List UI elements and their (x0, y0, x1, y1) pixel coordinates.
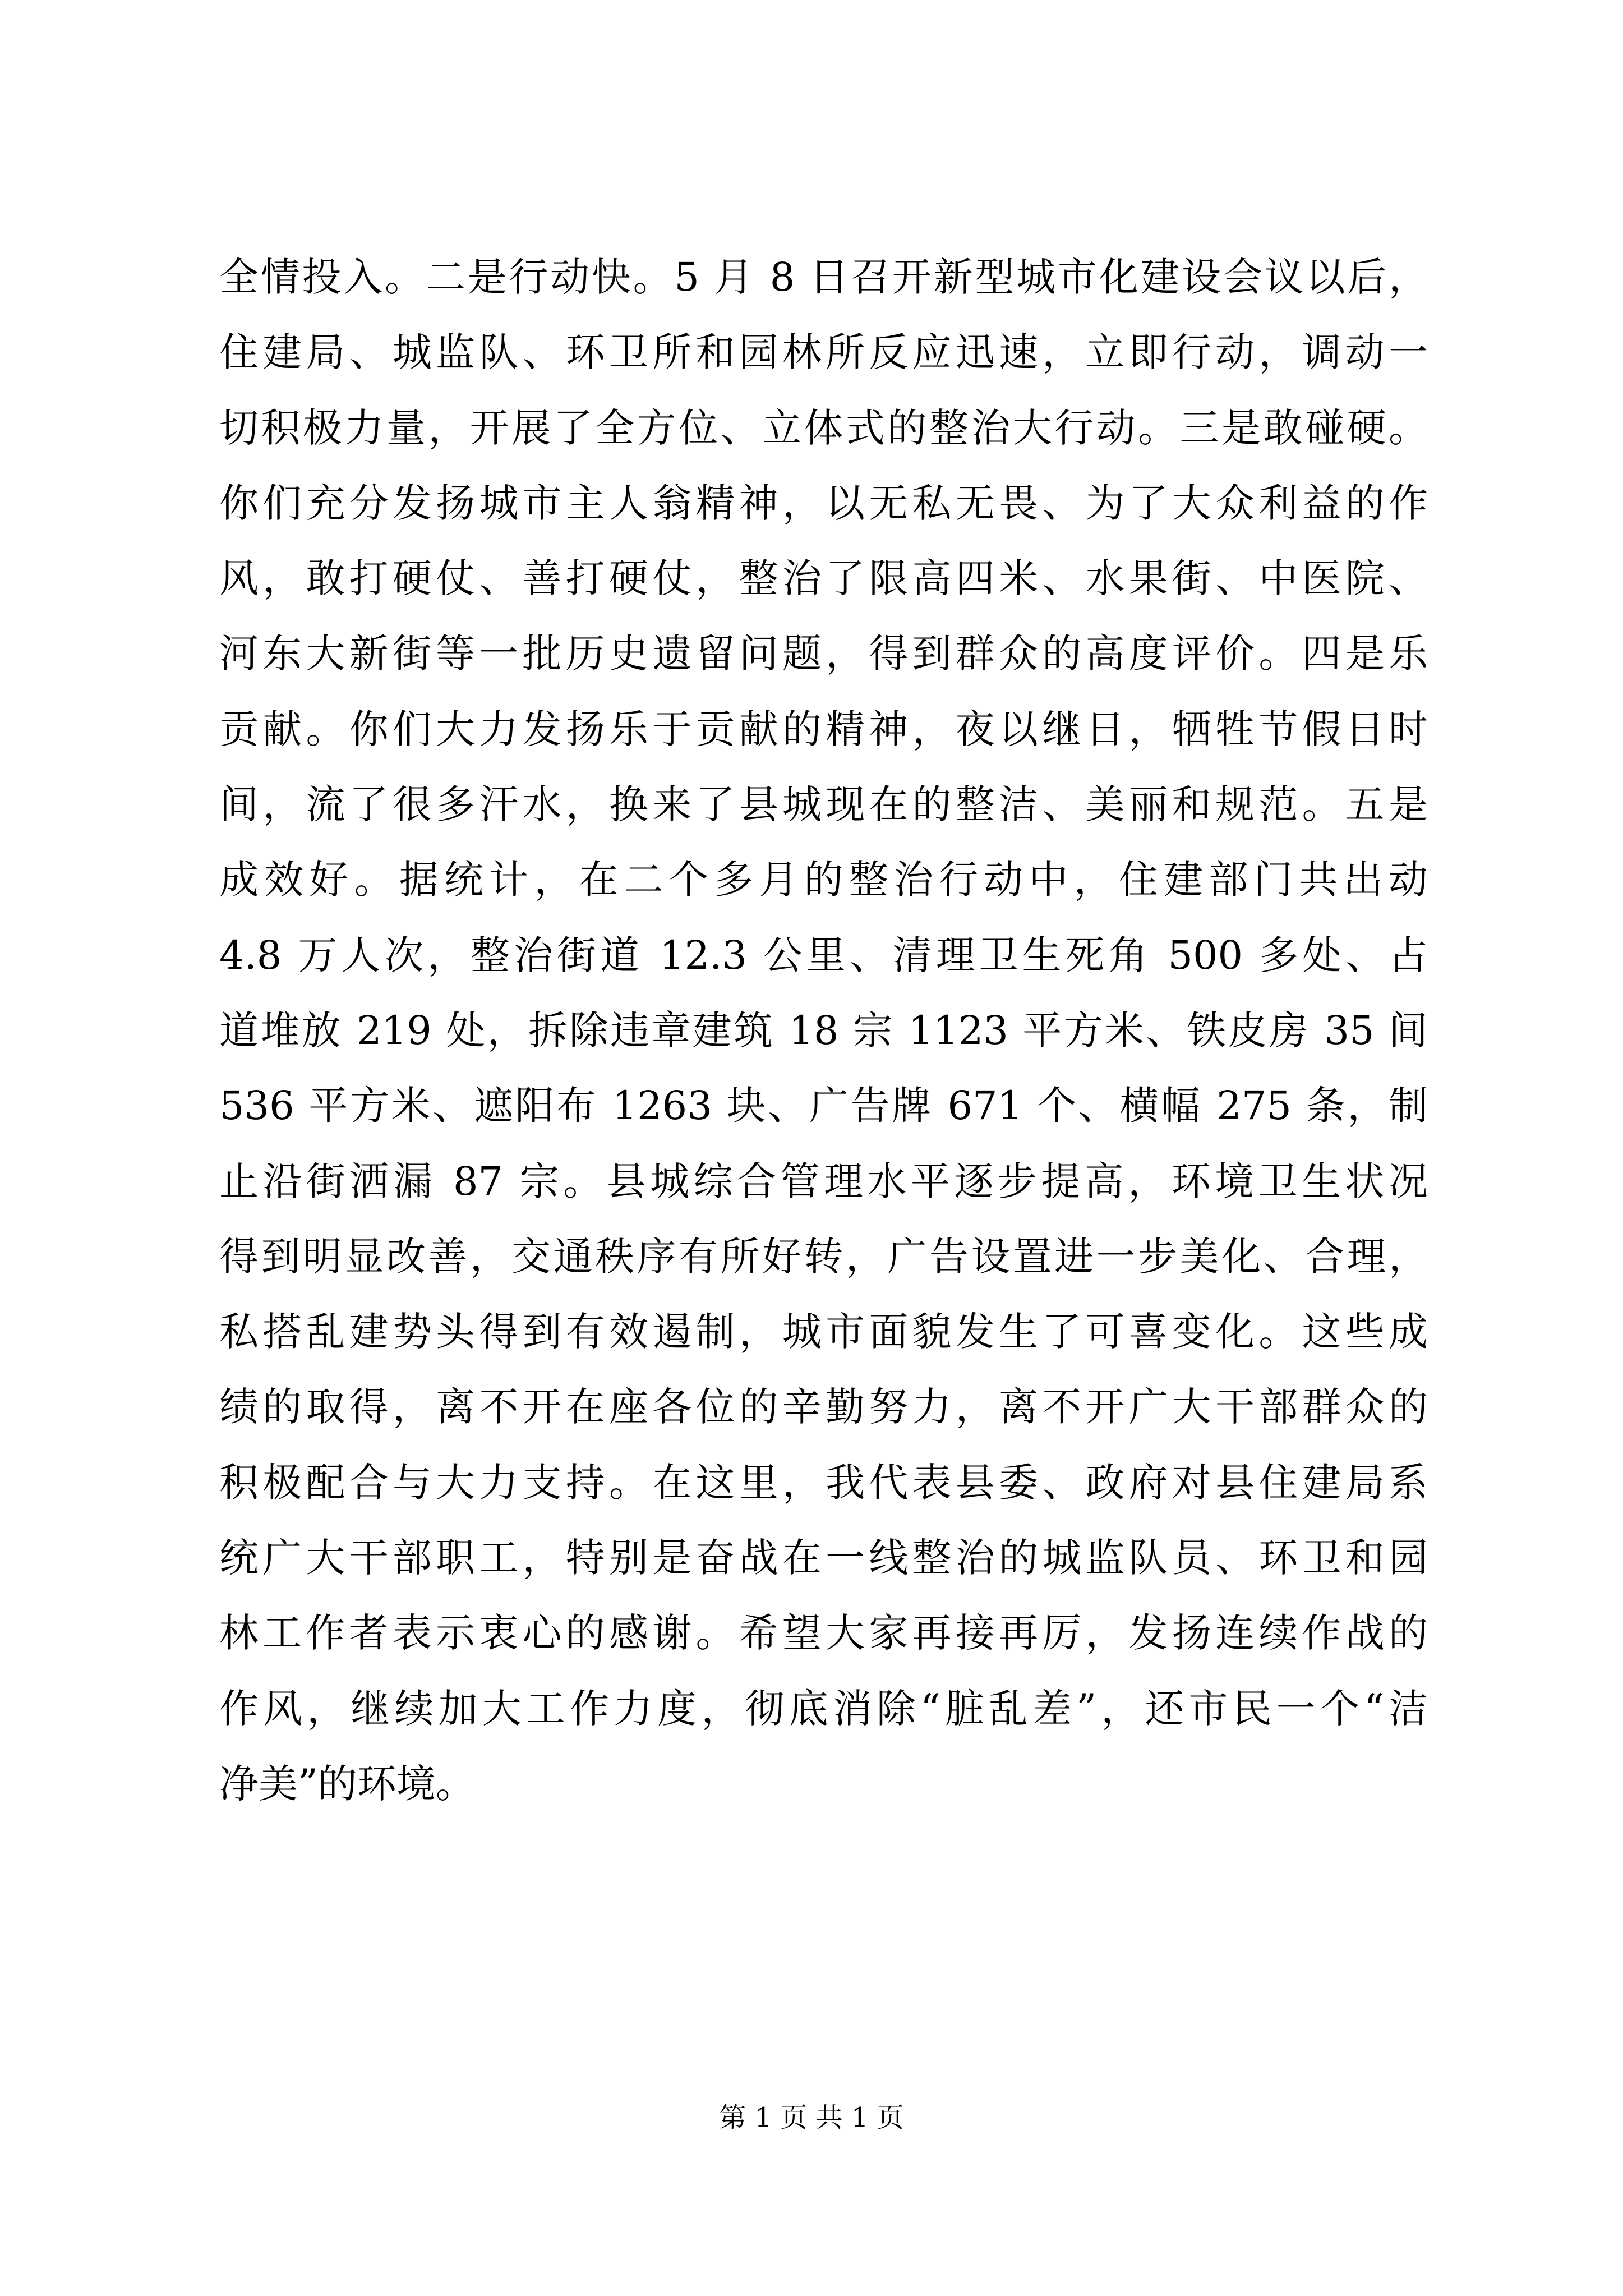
text-line: 得到明显改善，交通秩序有所好转，广告设置进一步美化、合理， (219, 1233, 1428, 1280)
text-line: 林工作者表示衷心的感谢。希望大家再接再厉，发扬连续作战的 (219, 1610, 1428, 1657)
text-line: 止沿街洒漏 87 宗。县城综合管理水平逐步提高，环境卫生状况 (219, 1158, 1428, 1204)
text-line: 风，敢打硬仗、善打硬仗，整治了限高四米、水果街、中医院、 (219, 555, 1428, 602)
text-line: 4.8 万人次，整治街道 12.3 公里、清理卫生死角 500 多处、占 (219, 932, 1428, 978)
text-line: 536 平方米、遮阳布 1263 块、广告牌 671 个、横幅 275 条，制 (219, 1083, 1428, 1129)
body-paragraph (219, 240, 1428, 1821)
text-line: 河东大新街等一批历史遗留问题，得到群众的高度评价。四是乐 (219, 631, 1428, 677)
text-line: 成效好。据统计，在二个多月的整治行动中，住建部门共出动 (219, 857, 1428, 903)
text-line: 净美”的环境。 (219, 1760, 475, 1807)
text-line: 贡献。你们大力发扬乐于贡献的精神，夜以继日，牺牲节假日时 (219, 706, 1428, 752)
text-line: 统广大干部职工，特别是奋战在一线整治的城监队员、环卫和园 (219, 1535, 1428, 1581)
text-line: 作风，继续加大工作力度，彻底消除“脏乱差”，还市民一个“洁 (219, 1685, 1428, 1732)
text-line: 住建局、城监队、环卫所和园林所反应迅速，立即行动，调动一 (219, 329, 1428, 376)
text-line: 全情投入。二是行动快。5 月 8 日召开新型城市化建设会议以后， (219, 254, 1428, 300)
text-line: 你们充分发扬城市主人翁精神，以无私无畏、为了大众利益的作 (219, 480, 1428, 526)
text-line: 私搭乱建势头得到有效遏制，城市面貌发生了可喜变化。这些成 (219, 1309, 1428, 1355)
page-number-footer: 第 1 页 共 1 页 (719, 2102, 904, 2133)
text-line: 切积极力量，开展了全方位、立体式的整治大行动。三是敢碰硬。 (219, 404, 1428, 451)
text-line: 绩的取得，离不开在座各位的辛勤努力，离不开广大干部群众的 (219, 1384, 1428, 1430)
text-line: 间，流了很多汗水，换来了县城现在的整洁、美丽和规范。五是 (219, 781, 1428, 828)
text-line: 积极配合与大力支持。在这里，我代表县委、政府对县住建局系 (219, 1459, 1428, 1506)
text-line: 道堆放 219 处，拆除违章建筑 18 宗 1123 平方米、铁皮房 35 间 (219, 1007, 1428, 1053)
